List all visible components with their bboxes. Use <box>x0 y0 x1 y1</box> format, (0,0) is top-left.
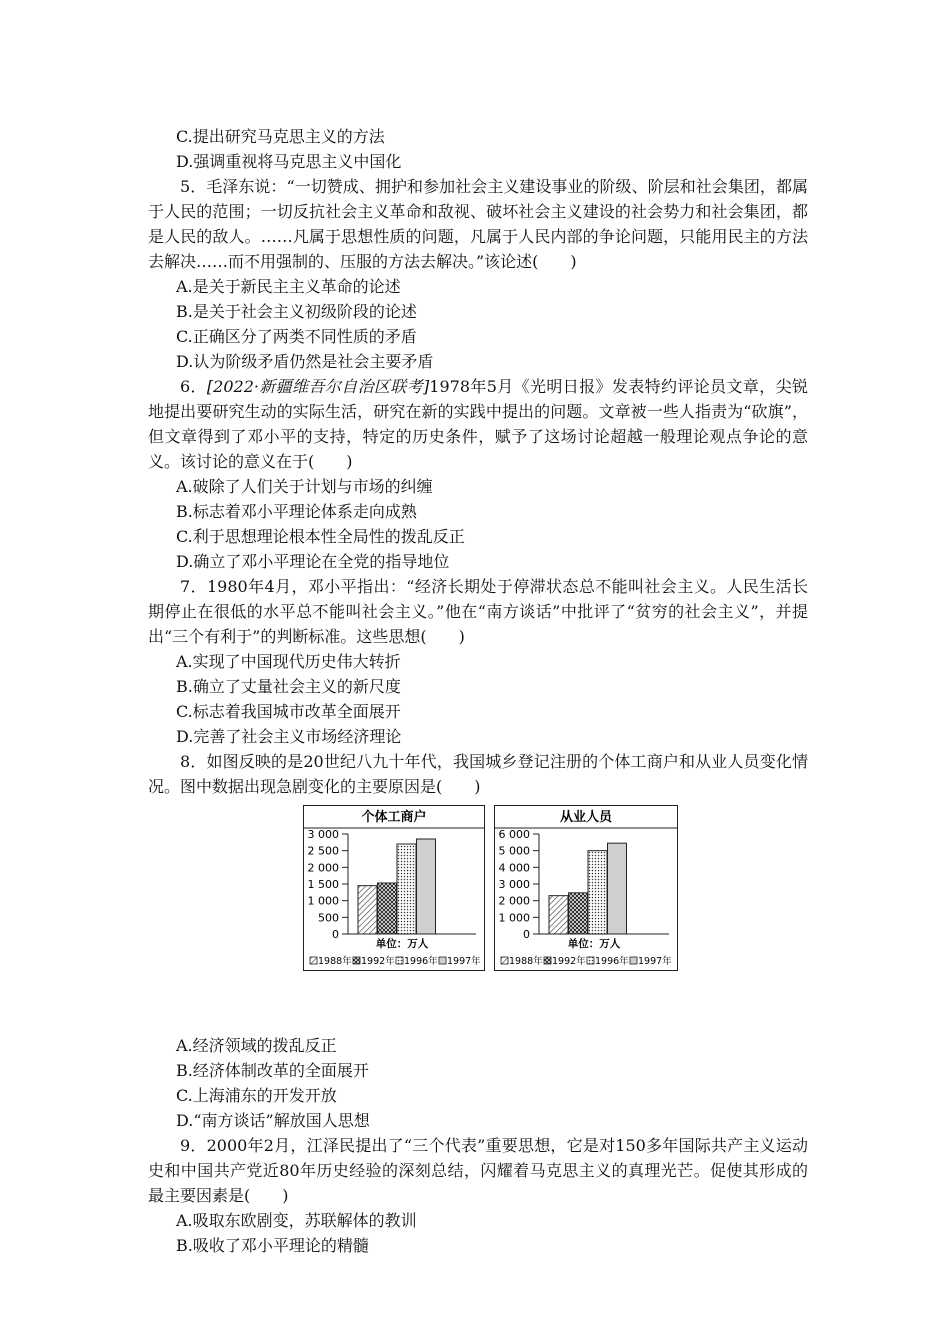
chart-individual-households <box>303 805 485 971</box>
legend-swatch <box>587 957 594 964</box>
legend-label: 1997年 <box>447 956 481 967</box>
bar-1996年 <box>397 844 416 934</box>
legend-label: 1992年 <box>361 956 395 967</box>
y-tick-label: 1 500 <box>307 878 339 891</box>
y-tick-label: 5 000 <box>498 844 530 858</box>
q6-number: 6． <box>180 377 207 396</box>
y-tick-label: 2 000 <box>498 894 530 908</box>
q5-option-a: A.是关于新民主主义革命的论述 <box>176 277 401 296</box>
bar-1988年 <box>549 896 568 934</box>
legend-swatch <box>501 957 508 964</box>
bar-1992年 <box>569 893 588 934</box>
chart-employees <box>494 805 678 971</box>
chart-individual-households-svg <box>304 806 484 970</box>
q4-option-d: D.强调重视将马克思主义中国化 <box>176 152 402 171</box>
chart-title: 个体工商户 <box>361 810 427 825</box>
legend-swatch <box>439 957 446 964</box>
question-page <box>148 124 808 1258</box>
q5-option-b: B.是关于社会主义初级阶段的论述 <box>176 302 417 321</box>
chart-employees-svg <box>495 806 677 970</box>
y-tick-label: 2 000 <box>307 861 339 875</box>
q6-option-d: D.确立了邓小平理论在全党的指导地位 <box>176 552 450 571</box>
bar-1997年 <box>608 843 627 934</box>
bar-1997年 <box>417 839 436 934</box>
q5-stem: 5．毛泽东说：“一切赞成、拥护和参加社会主义建设事业的阶级、阶层和社会集团，都属于人民的范围；一切反抗社会主义革命和敌视、破坏社会主义建设的社会势力和社会集团，都是人民的敌人。……凡属于思想性质的问题，凡属于人民内部的争论问题，只能用民主的方法去解决……而不用强制的、压服的方法去解决。”该论述( ) <box>148 177 808 271</box>
y-tick-label: 0 <box>332 928 339 941</box>
q8-option-c: C.上海浦东的开发开放 <box>176 1086 337 1105</box>
y-tick-label: 4 000 <box>498 861 530 875</box>
q6-option-c: C.利于思想理论根本性全局性的拨乱反正 <box>176 527 465 546</box>
q8-option-d: D.“南方谈话”解放国人思想 <box>176 1111 370 1130</box>
q8-option-b: B.经济体制改革的全面展开 <box>176 1061 369 1080</box>
legend-swatch <box>630 957 637 964</box>
q5-option-c: C.正确区分了两类不同性质的矛盾 <box>176 327 417 346</box>
q8-charts <box>148 803 808 1013</box>
bar-1988年 <box>358 886 377 934</box>
y-tick-label: 500 <box>318 911 339 925</box>
legend-label: 1988年 <box>318 956 352 967</box>
legend-swatch <box>544 957 551 964</box>
y-tick-label: 1 000 <box>307 894 339 908</box>
q6-option-b: B.标志着邓小平理论体系走向成熟 <box>176 502 417 521</box>
legend-label: 1996年 <box>595 956 629 967</box>
q7-stem: 7．1980年4月，邓小平指出：“经济长期处于停滞状态总不能叫社会主义。人民生活长期停止在很低的水平总不能叫社会主义。”他在“南方谈话”中批评了“贫穷的社会主义”，并提出“三个有利于”的判断标准。这些思想( ) <box>148 577 808 646</box>
q6-option-a: A.破除了人们关于计划与市场的纠缠 <box>176 477 433 496</box>
unit-label: 单位：万人 <box>375 938 429 950</box>
y-tick-label: 3 000 <box>307 828 339 841</box>
legend-swatch <box>396 957 403 964</box>
bar-1992年 <box>378 883 397 934</box>
q6-stem <box>148 374 808 474</box>
chart-title: 从业人员 <box>559 810 613 825</box>
legend-label: 1996年 <box>404 956 438 967</box>
y-tick-label: 1 000 <box>498 911 530 925</box>
unit-label: 单位：万人 <box>567 938 621 950</box>
q7-option-b: B.确立了丈量社会主义的新尺度 <box>176 677 401 696</box>
q8-option-a: A.经济领域的拨乱反正 <box>176 1036 337 1055</box>
y-tick-label: 0 <box>523 928 530 941</box>
q7-option-c: C.标志着我国城市改革全面展开 <box>176 702 401 721</box>
q9-option-b: B.吸收了邓小平理论的精髓 <box>176 1236 369 1255</box>
q6-text: 1978年5月《光明日报》发表特约评论员文章，尖锐地提出要研究生动的实际生活，研究在新的实践中提出的问题。文章被一些人指责为“砍旗”，但文章得到了邓小平的支持，特定的历史条件，赋予了这场讨论超越一般理论观点争论的意义。该讨论的意义在于( ) <box>148 377 808 471</box>
y-tick-label: 2 500 <box>307 844 339 858</box>
bar-1996年 <box>588 851 607 934</box>
q9-option-a: A.吸取东欧剧变，苏联解体的教训 <box>176 1211 417 1230</box>
legend-label: 1997年 <box>638 956 672 967</box>
q9-stem: 9．2000年2月，江泽民提出了“三个代表”重要思想，它是对150多年国际共产主义运动史和中国共产党近80年历史经验的深刻总结，闪耀着马克思主义的真理光芒。促使其形成的最主要因素是( ) <box>148 1136 808 1205</box>
legend-label: 1988年 <box>509 956 543 967</box>
q6-source: [2022·新疆维吾尔自治区联考] <box>206 377 430 396</box>
q8-stem: 8．如图反映的是20世纪八九十年代，我国城乡登记注册的个体工商户和从业人员变化情况。图中数据出现急剧变化的主要原因是( ) <box>148 752 808 796</box>
y-tick-label: 6 000 <box>498 828 530 841</box>
legend-label: 1992年 <box>552 956 586 967</box>
q4-option-c: C.提出研究马克思主义的方法 <box>176 127 385 146</box>
q7-option-a: A.实现了中国现代历史伟大转折 <box>176 652 401 671</box>
q5-option-d: D.认为阶级矛盾仍然是社会主要矛盾 <box>176 352 434 371</box>
q7-option-d: D.完善了社会主义市场经济理论 <box>176 727 402 746</box>
y-tick-label: 3 000 <box>498 878 530 891</box>
legend-swatch <box>353 957 360 964</box>
legend-swatch <box>310 957 317 964</box>
